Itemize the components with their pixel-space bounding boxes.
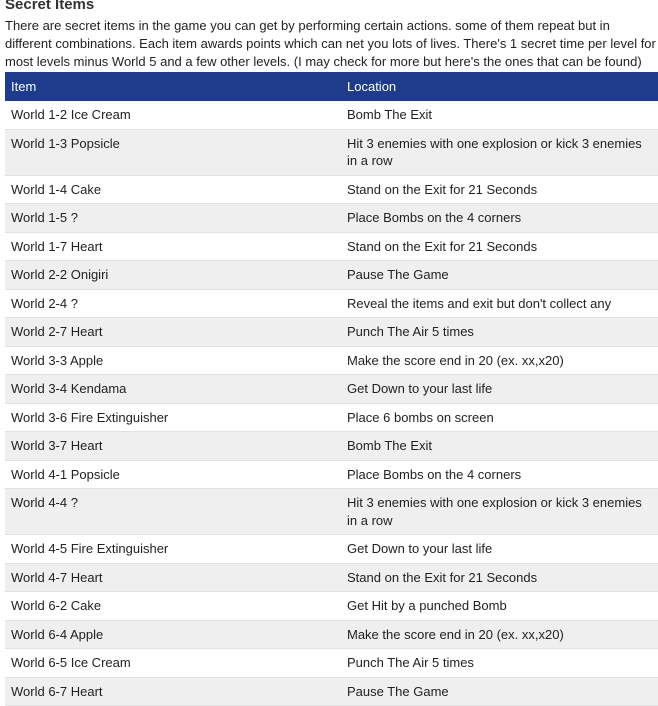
item-cell: World 1-2 Ice Cream (5, 101, 341, 129)
item-cell: World 1-4 Cake (5, 175, 341, 204)
item-cell: World 1-7 Heart (5, 232, 341, 261)
table-row (5, 101, 658, 129)
location-cell: Stand on the Exit for 21 Seconds (341, 175, 658, 204)
table-row (5, 289, 658, 318)
intro-paragraph: There are secret items in the game you can get by performing certain actions. some of them repeat but in different combinations. Each item awards points which can net you lots of lives. There's 1 secret time per level for most levels minus World 5 and a few other levels. (I may check for more but here's the ones that can be found) (5, 18, 656, 69)
location-cell: Bomb The Exit (341, 432, 658, 461)
table-header-row (5, 72, 658, 101)
location-cell: Punch The Air 5 times (341, 649, 658, 678)
location-cell: Stand on the Exit for 21 Seconds (341, 563, 658, 592)
item-cell: World 3-6 Fire Extinguisher (5, 403, 341, 432)
table-row (5, 204, 658, 233)
item-cell: World 4-1 Popsicle (5, 460, 341, 489)
location-cell: Place 6 bombs on screen (341, 403, 658, 432)
item-cell: World 4-7 Heart (5, 563, 341, 592)
table-row (5, 563, 658, 592)
item-cell: World 6-5 Ice Cream (5, 649, 341, 678)
item-cell: World 6-2 Cake (5, 592, 341, 621)
item-cell: World 1-3 Popsicle (5, 129, 341, 175)
item-cell: World 3-3 Apple (5, 346, 341, 375)
item-cell: World 6-4 Apple (5, 620, 341, 649)
item-cell: World 1-5 ? (5, 204, 341, 233)
location-cell: Get Down to your last life (341, 535, 658, 564)
location-cell: Punch The Air 5 times (341, 318, 658, 347)
location-cell: Get Down to your last life (341, 375, 658, 404)
item-cell: World 6-7 Heart (5, 677, 341, 706)
item-cell: World 2-7 Heart (5, 318, 341, 347)
table-row (5, 489, 658, 535)
column-header-item: Item (5, 72, 341, 101)
location-cell: Stand on the Exit for 21 Seconds (341, 232, 658, 261)
location-cell: Hit 3 enemies with one explosion or kick 3 enemies in a row (341, 129, 658, 175)
location-cell: Make the score end in 20 (ex. xx,x20) (341, 346, 658, 375)
item-cell: World 4-5 Fire Extinguisher (5, 535, 341, 564)
location-cell: Place Bombs on the 4 corners (341, 204, 658, 233)
location-cell: Make the score end in 20 (ex. xx,x20) (341, 620, 658, 649)
table-row (5, 261, 658, 290)
table-row (5, 432, 658, 461)
table-row (5, 346, 658, 375)
table-row (5, 677, 658, 706)
table-row (5, 460, 658, 489)
location-cell: Bomb The Exit (341, 101, 658, 129)
location-cell: Reveal the items and exit but don't collect any (341, 289, 658, 318)
table-row (5, 129, 658, 175)
table-row (5, 375, 658, 404)
table-row (5, 232, 658, 261)
secret-items-table (5, 72, 658, 706)
item-cell: World 3-7 Heart (5, 432, 341, 461)
location-cell: Place Bombs on the 4 corners (341, 460, 658, 489)
table-body (5, 101, 658, 706)
location-cell: Get Hit by a punched Bomb (341, 592, 658, 621)
column-header-location: Location (341, 72, 658, 101)
table-row (5, 175, 658, 204)
location-cell: Pause The Game (341, 677, 658, 706)
location-cell: Pause The Game (341, 261, 658, 290)
item-cell: World 3-4 Kendama (5, 375, 341, 404)
location-cell: Hit 3 enemies with one explosion or kick 3 enemies in a row (341, 489, 658, 535)
table-row (5, 403, 658, 432)
table-row (5, 592, 658, 621)
item-cell: World 4-4 ? (5, 489, 341, 535)
table-row (5, 649, 658, 678)
table-row (5, 535, 658, 564)
item-cell: World 2-4 ? (5, 289, 341, 318)
section-title: Secret Items (5, 0, 95, 13)
item-cell: World 2-2 Onigiri (5, 261, 341, 290)
table-row (5, 620, 658, 649)
table-row (5, 318, 658, 347)
